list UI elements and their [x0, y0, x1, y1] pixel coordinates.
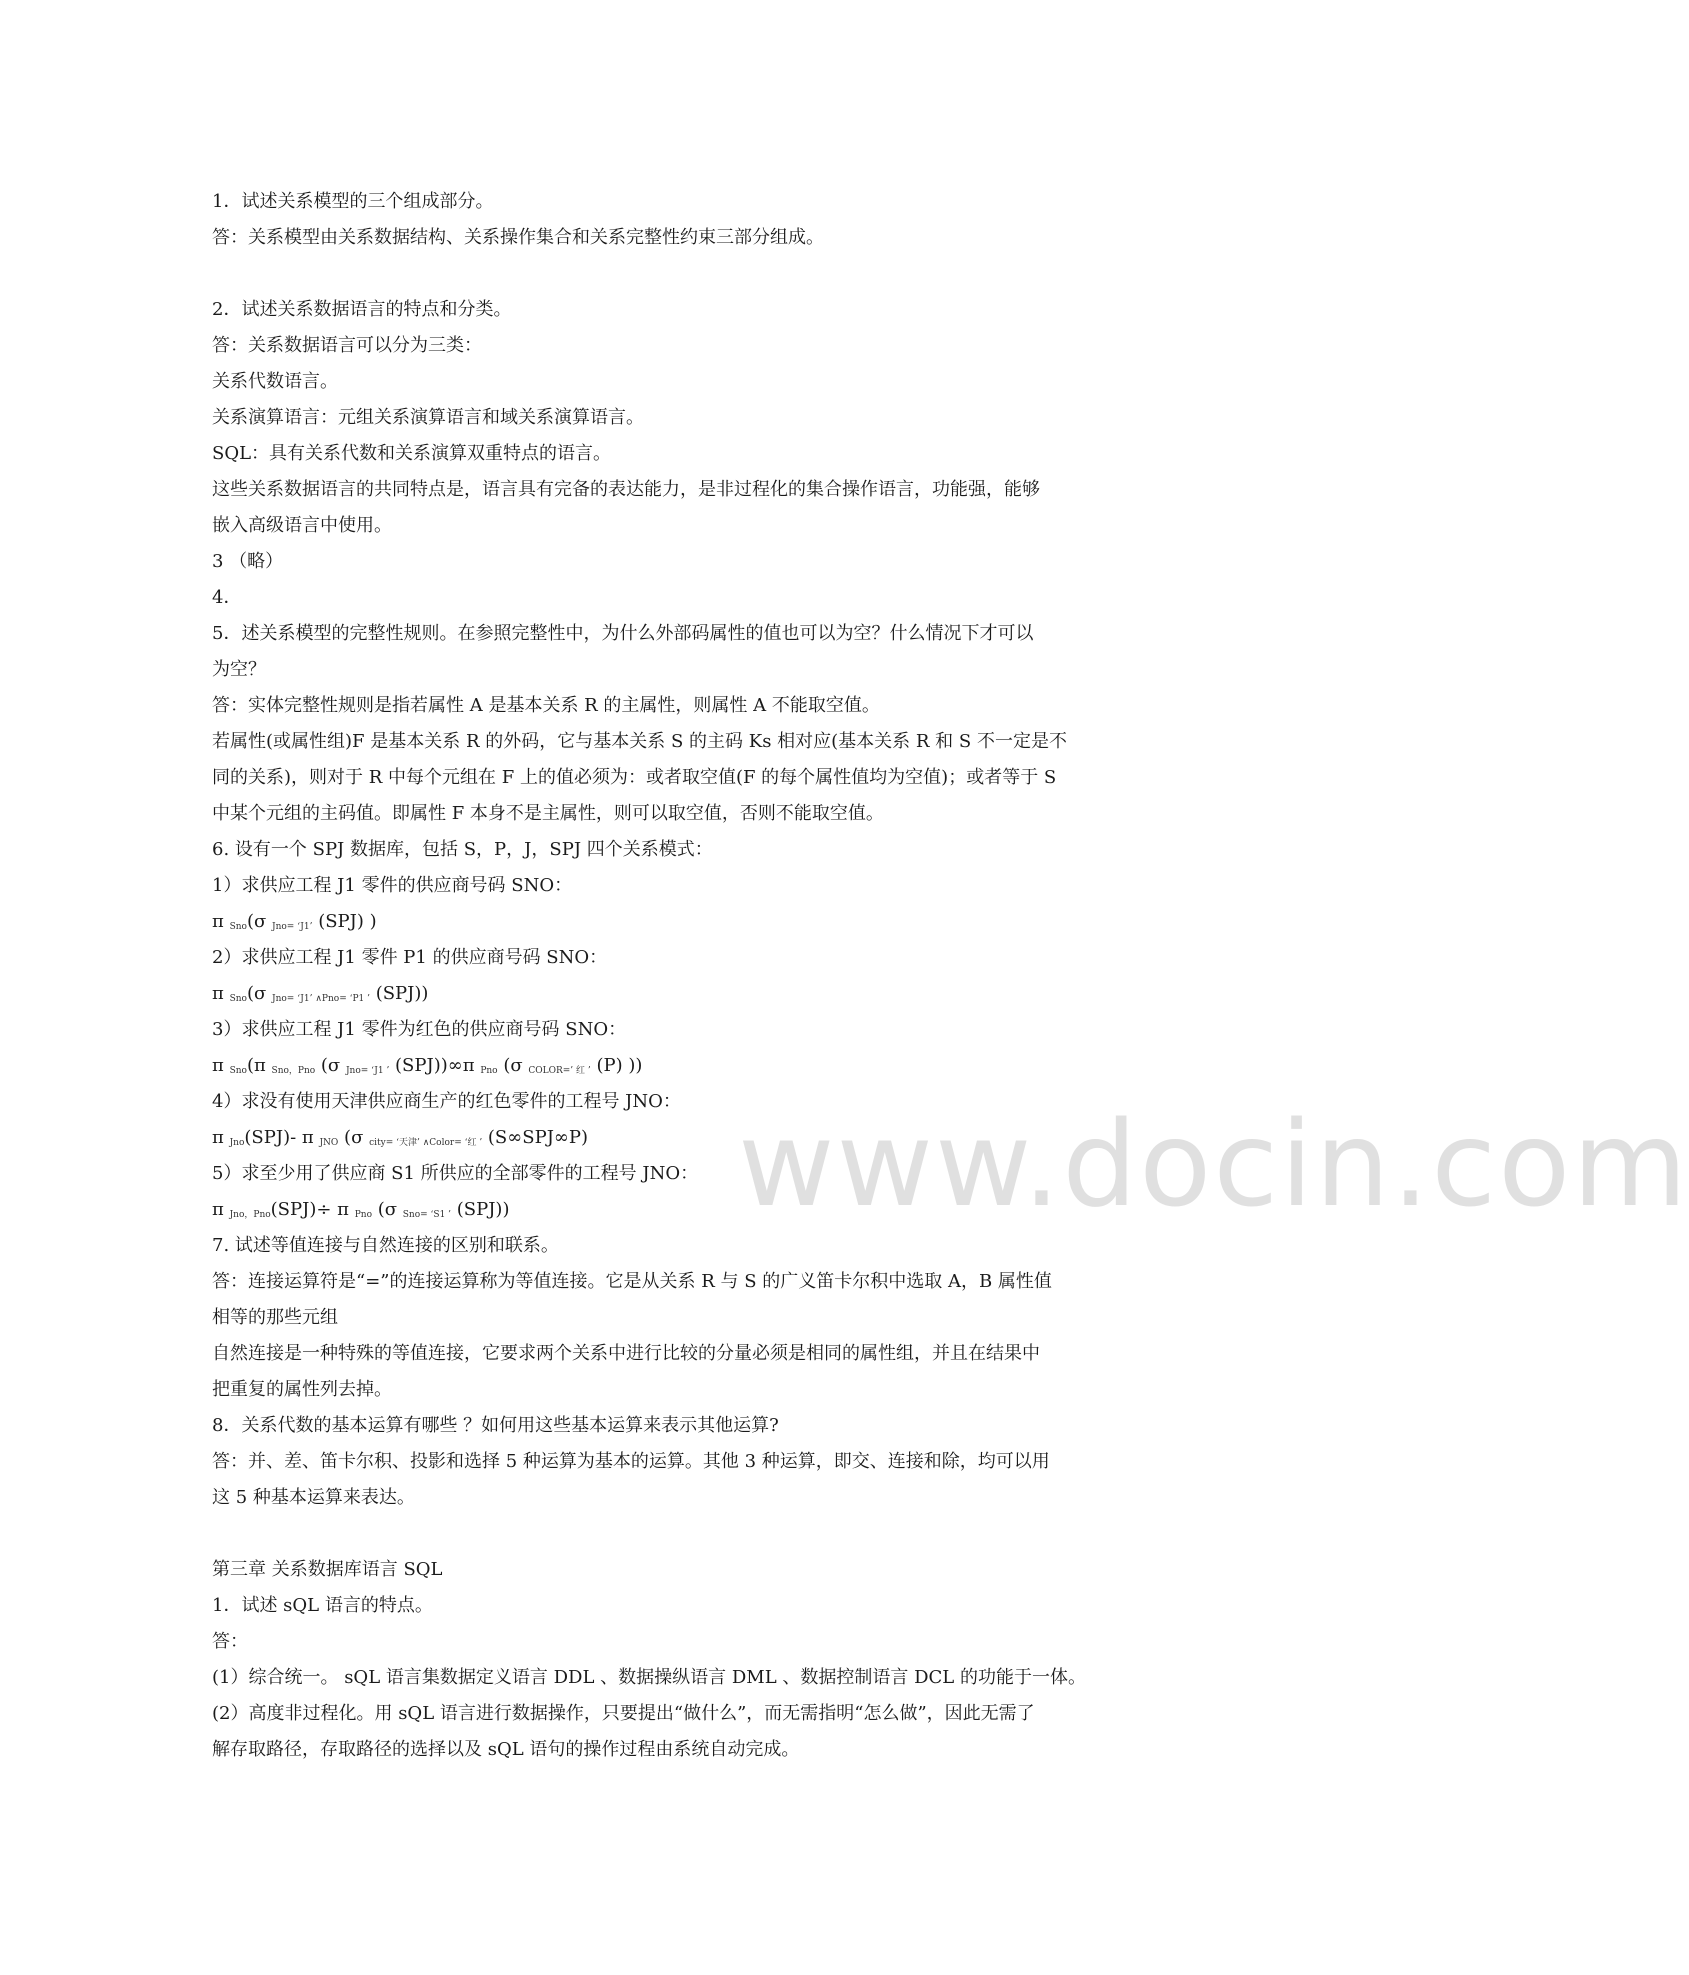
answer-2-item-3: SQL：具有关系代数和关系演算双重特点的语言。: [212, 443, 612, 464]
question-4: 4．: [212, 587, 242, 608]
chapter-3-question-1: 1．试述 sQL 语言的特点。: [212, 1595, 433, 1616]
question-6: 6. 设有一个 SPJ 数据库，包括 S，P，J，SPJ 四个关系模式：: [212, 839, 713, 860]
answer-7-line-4: 把重复的属性列去掉。: [212, 1379, 392, 1400]
question-8: 8．关系代数的基本运算有哪些 ？如何用这些基本运算来表示其他运算?: [212, 1415, 779, 1436]
question-7: 7. 试述等值连接与自然连接的区别和联系。: [212, 1235, 559, 1256]
chapter-3-answer-point-1: (1）综合统一。 sQL 语言集数据定义语言 DDL 、数据操纵语言 DML 、数据控制语言 DCL 的功能于一体。: [212, 1667, 1086, 1688]
question-6-part-5: 5）求至少用了供应商 S1 所供应的全部零件的工程号 JNO：: [212, 1163, 699, 1184]
answer-7-line-2: 相等的那些元组: [212, 1307, 338, 1328]
answer-2-item-2: 关系演算语言：元组关系演算语言和域关系演算语言。: [212, 407, 644, 428]
document-body: [212, 184, 1192, 1768]
answer-1: 答：关系模型由关系数据结构、关系操作集合和关系完整性约束三部分组成。: [212, 227, 824, 248]
answer-2-item-1: 关系代数语言。: [212, 371, 338, 392]
question-5-line-2: 为空？: [212, 659, 266, 680]
answer-7-line-1: 答：连接运算符是“=”的连接运算称为等值连接。它是从关系 R 与 S 的广义笛卡尔积中选取 A，B 属性值: [212, 1271, 1052, 1292]
formula-3: π $_{Sno}$(π $_{Sno,Pno}$ (σ $_{Jno= ‘J1 ’}$ (SPJ))∞π $_{Pno}$ (σ $_{COLOR=’ 红 ’}$ (P) )): [212, 1055, 643, 1076]
blank-line: [212, 1516, 1192, 1552]
formula-4: π $_{Jno}$(SPJ)- π $_{JNO}$ (σ $_{city= ‘天津’ \wedge Color= ‘红 ’}$ (S∞SPJ∞P): [212, 1127, 589, 1148]
question-6-part-3: 3）求供应工程 J1 零件为红色的供应商号码 SNO：: [212, 1019, 627, 1040]
watermark: www.docin.com: [738, 1095, 1689, 1233]
formula-5: π $_{Jno,Pno}$(SPJ)÷ π $_{Pno}$ (σ $_{Sno= ‘S1 ’}$ (SPJ)): [212, 1199, 510, 1220]
answer-7-line-3: 自然连接是一种特殊的等值连接，它要求两个关系中进行比较的分量必须是相同的属性组，并且在结果中: [212, 1343, 1040, 1364]
formula-1: π $_{Sno}$(σ $_{Jno= ‘J1’}$ (SPJ) ): [212, 911, 377, 932]
question-6-part-1: 1）求供应工程 J1 零件的供应商号码 SNO：: [212, 875, 573, 896]
answer-5-line-1: 答：实体完整性规则是指若属性 A 是基本关系 R 的主属性，则属性 A 不能取空值。: [212, 695, 880, 716]
chapter-3-answer-point-2-line-1: (2）高度非过程化。用 sQL 语言进行数据操作，只要提出“做什么”，而无需指明“怎么做”，因此无需了: [212, 1703, 1035, 1724]
question-3: 3 （略）: [212, 551, 284, 572]
answer-5-line-3: 同的关系)，则对于 R 中每个元组在 F 上的值必须为：或者取空值(F 的每个属性值均为空值)；或者等于 S: [212, 767, 1057, 788]
question-5-line-1: 5．述关系模型的完整性规则。在参照完整性中，为什么外部码属性的值也可以为空？什么情况下才可以: [212, 623, 1034, 644]
answer-2-summary-line-2: 嵌入高级语言中使用。: [212, 515, 392, 536]
question-6-part-2: 2）求供应工程 J1 零件 P1 的供应商号码 SNO：: [212, 947, 608, 968]
question-6-part-4: 4）求没有使用天津供应商生产的红色零件的工程号 JNO：: [212, 1091, 681, 1112]
blank-line: [212, 256, 1192, 292]
answer-8-line-1: 答：并、差、笛卡尔积、投影和选择 5 种运算为基本的运算。其他 3 种运算，即交、连接和除，均可以用: [212, 1451, 1050, 1472]
answer-2: 答：关系数据语言可以分为三类：: [212, 335, 482, 356]
question-2: 2．试述关系数据语言的特点和分类。: [212, 299, 512, 320]
answer-5-line-4: 中某个元组的主码值。即属性 F 本身不是主属性，则可以取空值，否则不能取空值。: [212, 803, 884, 824]
chapter-3-answer-label: 答：: [212, 1631, 248, 1652]
question-1: 1．试述关系模型的三个组成部分。: [212, 191, 494, 212]
answer-5-line-2: 若属性(或属性组)F 是基本关系 R 的外码，它与基本关系 S 的主码 Ks 相对应(基本关系 R 和 S 不一定是不: [212, 731, 1067, 752]
chapter-3-answer-point-2-line-2: 解存取路径，存取路径的选择以及 sQL 语句的操作过程由系统自动完成。: [212, 1739, 800, 1760]
answer-2-summary-line-1: 这些关系数据语言的共同特点是，语言具有完备的表达能力，是非过程化的集合操作语言，功能强，能够: [212, 479, 1040, 500]
formula-2: π $_{Sno}$(σ $_{Jno= ‘J1’ \wedge Pno= ‘P1 ’}$ (SPJ)): [212, 983, 429, 1004]
chapter-heading: 第三章 关系数据库语言 SQL: [212, 1559, 443, 1580]
answer-8-line-2: 这 5 种基本运算来表达。: [212, 1487, 415, 1508]
